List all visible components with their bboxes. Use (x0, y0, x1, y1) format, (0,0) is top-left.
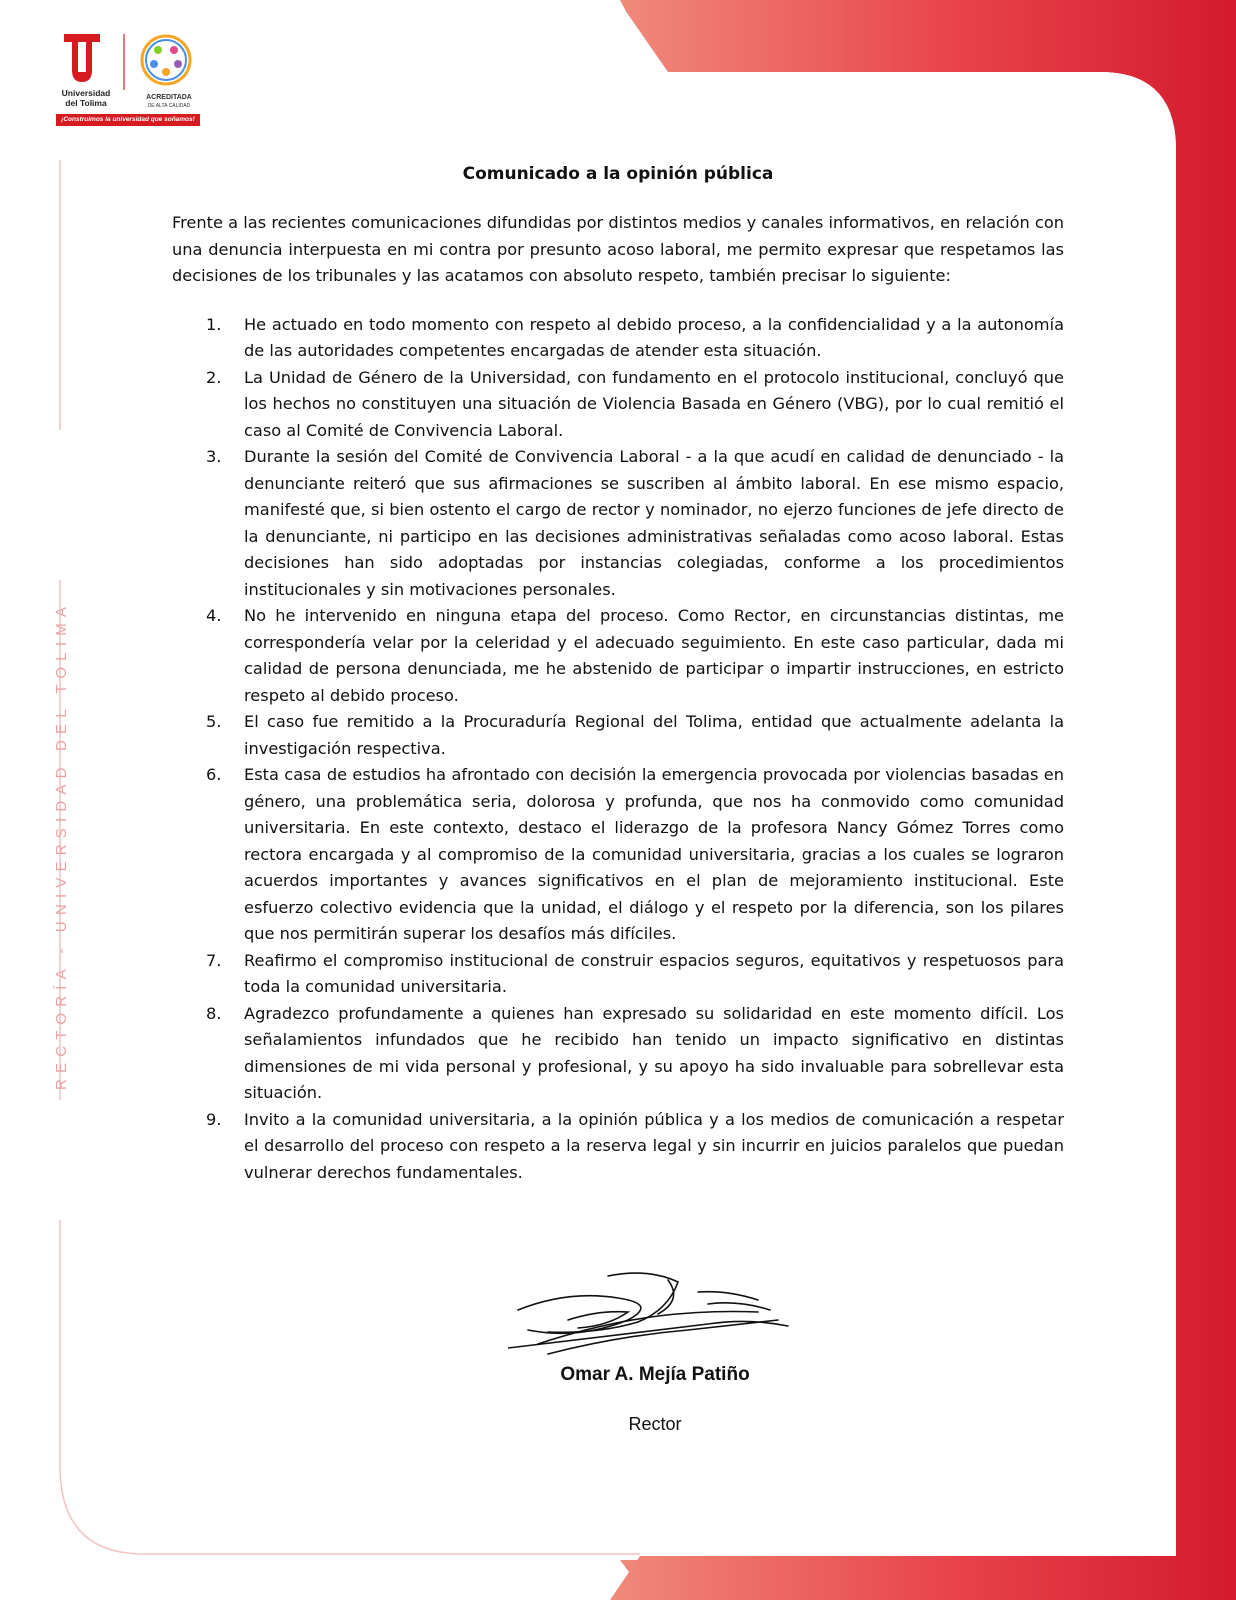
sidebar-vertical-text: RECTORÍA - UNIVERSIDAD DEL TOLIMA (53, 600, 70, 1090)
u-emblem-icon (54, 30, 204, 90)
handwritten-signature (508, 1270, 794, 1362)
list-item: 9. Invito a la comunidad universitaria, a la opinión pública y a los medios de comunicación a respetar el desarrollo del proceso con respeto a la reserva legal y sin incurrir en juicios paralelos que puedan vulnerar derechos fundamentales. (206, 1109, 1064, 1182)
document-body (172, 164, 1064, 1186)
list-item: 7. Reafirmo el compromiso institucional de construir espacios seguros, equitativos y respetuosos para toda la comunidad universitaria. (206, 950, 1064, 996)
accreditation-label: ACREDITADA DE ALTA CALIDAD (146, 94, 192, 109)
university-slogan: ¡Construimos la universidad que soñamos! (56, 114, 200, 126)
university-logo (54, 30, 204, 128)
list-item: 1. He actuado en todo momento con respeto al debido proceso, a la confidencialidad y a la autonomía de las autoridades competentes encargadas de atender esta situación. (206, 314, 1064, 360)
list-item: 2. La Unidad de Género de la Universidad, con fundamento en el protocolo institucional, concluyó que los hechos no constituyen una situación de Violencia Basada en Género (VBG), por lo cual remitió el caso al Comité de Convivencia Laboral. (206, 367, 1064, 440)
document-title: Comunicado a la opinión pública (462, 164, 774, 184)
list-item: 5. El caso fue remitido a la Procuraduría Regional del Tolima, entidad que actualmente adelanta la investigación respectiva. (206, 712, 1064, 758)
list-item: 6. Esta casa de estudios ha afrontado con decisión la emergencia provocada por violencias basadas en género, una problemática seria, dolorosa y profunda, que nos ha conmovido como comunidad universitaria. En este contexto, destaco el liderazgo de la profesora Nancy Gómez Torres como rectora encargada y al compromiso de la comunidad universitaria, gracias a los cuales se lograron acuerdos importantes y avances significativos en el plan de mejoramiento institucional. Este esfuerzo colectivo evidencia que la unidad, el diálogo y el respeto por la diferencia, son los pilares que nos permitirán superar los desafíos más difíciles. (206, 765, 1064, 943)
signer-role: Rector (628, 1414, 682, 1434)
intro-paragraph: Frente a las recientes comunicaciones difundidas por distintos medios y canales informativos, en relación con una denuncia interpuesta en mi contra por presunto acoso laboral, me permito expresar que respetamos las decisiones de los tribunales y las acatamos con absoluto respeto, también precisar lo siguiente: (172, 213, 1064, 285)
list-item: 8. Agradezco profundamente a quienes han expresado su solidaridad en este momento difícil. Los señalamientos infundados que he recibido han tenido un impacto significativo en distintas dimensiones de mi vida personal y profesional, y su apoyo ha sido invaluable para sobrellevar esta situación. (206, 1003, 1064, 1102)
signer-name: Omar A. Mejía Patiño (560, 1364, 750, 1385)
list-item: 4. No he intervenido en ninguna etapa del proceso. Como Rector, en circunstancias distintas, me correspondería velar por la celeridad y el adecuado seguimiento. En este caso particular, dada mi calidad de persona denunciada, me he abstenido de participar o impartir instrucciones, en estricto respeto al debido proceso. (206, 606, 1064, 705)
university-name: Universidad del Tolima (61, 88, 111, 108)
numbered-list (172, 312, 1064, 1187)
list-item: 3. Durante la sesión del Comité de Convivencia Laboral - a la que acudí en calidad de denunciado - la denunciante reiteró que sus afirmaciones se suscriben al ámbito laboral. En ese mismo espacio, manifesté que, si bien ostento el cargo de rector y nominador, no ejerzo funciones de jefe directo de la denunciante, ni participo en las decisiones administrativas señaladas como acoso laboral. Estas decisiones han sido adoptadas por instancias colegiadas, conforme a los procedimientos institucionales y sin motivaciones personales. (206, 447, 1064, 599)
